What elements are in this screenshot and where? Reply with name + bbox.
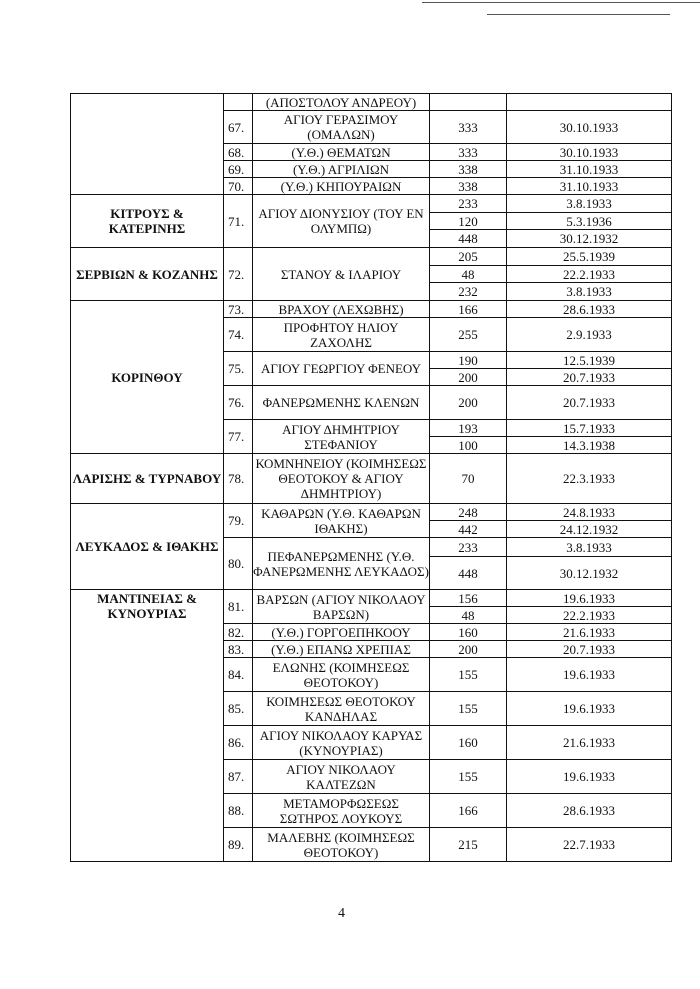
date-cell: 22.2.1933 xyxy=(507,266,672,283)
diocese-cell: ΣΕΡΒΙΩΝ & ΚΟΖΑΝΗΣ xyxy=(71,248,224,301)
value-cell: 333 xyxy=(430,144,507,161)
number-cell: 70. xyxy=(224,178,253,195)
monastery-name-cell: (Υ.Θ.) ΓΟΡΓΟΕΠΗΚΟΟΥ xyxy=(253,624,430,641)
diocese-cell xyxy=(71,94,224,195)
number-cell: 72. xyxy=(224,248,253,301)
number-cell: 87. xyxy=(224,760,253,794)
value-cell: 166 xyxy=(430,794,507,828)
date-cell: 22.3.1933 xyxy=(507,454,672,504)
number-cell: 75. xyxy=(224,352,253,386)
number-cell: 69. xyxy=(224,161,253,178)
table-row xyxy=(71,301,672,318)
number-cell: 79. xyxy=(224,504,253,538)
value-cell: 160 xyxy=(430,624,507,641)
date-cell: 25.5.1939 xyxy=(507,248,672,266)
date-cell: 19.6.1933 xyxy=(507,760,672,794)
value-cell: 232 xyxy=(430,283,507,301)
table-row xyxy=(71,248,672,266)
value-cell: 333 xyxy=(430,111,507,144)
value-cell: 338 xyxy=(430,161,507,178)
number-cell xyxy=(224,94,253,111)
date-cell: 21.6.1933 xyxy=(507,624,672,641)
monastery-name-cell: ΚΟΜΝΗΝΕΙΟΥ (ΚΟΙΜΗΣΕΩΣ ΘΕΟΤΟΚΟΥ & ΑΓΙΟΥ ΔΗΜΗΤΡΙΟΥ) xyxy=(253,454,430,504)
number-cell: 67. xyxy=(224,111,253,144)
monastery-name-cell: (Υ.Θ.) ΚΗΠΟΥΡΑΙΩΝ xyxy=(253,178,430,195)
value-cell xyxy=(430,94,507,111)
number-cell: 85. xyxy=(224,692,253,726)
date-cell: 12.5.1939 xyxy=(507,352,672,369)
date-cell: 28.6.1933 xyxy=(507,794,672,828)
number-cell: 74. xyxy=(224,318,253,352)
value-cell: 100 xyxy=(430,437,507,454)
date-cell: 30.12.1932 xyxy=(507,557,672,590)
top-rule xyxy=(422,2,700,3)
table-row xyxy=(71,454,672,504)
number-cell: 83. xyxy=(224,641,253,658)
monasteries-table xyxy=(70,93,672,862)
monastery-name-cell: ΠΕΦΑΝΕΡΩΜΕΝΗΣ (Υ.Θ. ΦΑΝΕΡΩΜΕΝΗΣ ΛΕΥΚΑΔΟΣ) xyxy=(253,538,430,590)
number-cell: 82. xyxy=(224,624,253,641)
value-cell: 120 xyxy=(430,213,507,230)
date-cell: 28.6.1933 xyxy=(507,301,672,318)
diocese-cell: ΜΑΝΤΙΝΕΙΑΣ & ΚΥΝΟΥΡΙΑΣ xyxy=(71,590,224,862)
value-cell: 200 xyxy=(430,386,507,420)
number-cell: 89. xyxy=(224,828,253,862)
diocese-cell: ΛΕΥΚΑΔΟΣ & ΙΘΑΚΗΣ xyxy=(71,504,224,590)
number-cell: 84. xyxy=(224,658,253,692)
date-cell: 20.7.1933 xyxy=(507,386,672,420)
date-cell: 31.10.1933 xyxy=(507,161,672,178)
monastery-name-cell: ΒΑΡΣΩΝ (ΑΓΙΟΥ ΝΙΚΟΛΑΟΥ ΒΑΡΣΩΝ) xyxy=(253,590,430,624)
value-cell: 48 xyxy=(430,266,507,283)
value-cell: 448 xyxy=(430,230,507,248)
value-cell: 442 xyxy=(430,521,507,538)
monastery-name-cell: ΑΓΙΟΥ ΝΙΚΟΛΑΟΥ ΚΑΛΤΕΖΩΝ xyxy=(253,760,430,794)
monastery-name-cell: (Υ.Θ.) ΕΠΑΝΩ ΧΡΕΠΙΑΣ xyxy=(253,641,430,658)
value-cell: 193 xyxy=(430,420,507,437)
value-cell: 166 xyxy=(430,301,507,318)
date-cell: 30.12.1932 xyxy=(507,230,672,248)
date-cell: 30.10.1933 xyxy=(507,144,672,161)
monastery-name-cell: (ΑΠΟΣΤΟΛΟΥ ΑΝΔΡΕΟΥ) xyxy=(253,94,430,111)
date-cell: 20.7.1933 xyxy=(507,641,672,658)
diocese-cell: ΚΙΤΡΟΥΣ & ΚΑΤΕΡΙΝΗΣ xyxy=(71,195,224,248)
date-cell: 22.7.1933 xyxy=(507,828,672,862)
value-cell: 215 xyxy=(430,828,507,862)
monastery-name-cell: ΑΓΙΟΥ ΓΕΡΑΣΙΜΟΥ (ΟΜΑΛΩΝ) xyxy=(253,111,430,144)
monastery-name-cell: (Υ.Θ.) ΑΓΡΙΛΙΩΝ xyxy=(253,161,430,178)
table-row xyxy=(71,94,672,111)
date-cell: 31.10.1933 xyxy=(507,178,672,195)
date-cell: 22.2.1933 xyxy=(507,607,672,624)
date-cell: 15.7.1933 xyxy=(507,420,672,437)
date-cell: 30.10.1933 xyxy=(507,111,672,144)
value-cell: 160 xyxy=(430,726,507,760)
table-row xyxy=(71,195,672,213)
monastery-name-cell: (Υ.Θ.) ΘΕΜΑΤΩΝ xyxy=(253,144,430,161)
monastery-name-cell: ΑΓΙΟΥ ΓΕΩΡΓΙΟΥ ΦΕΝΕΟΥ xyxy=(253,352,430,386)
date-cell: 24.8.1933 xyxy=(507,504,672,521)
value-cell: 248 xyxy=(430,504,507,521)
date-cell: 3.8.1933 xyxy=(507,538,672,557)
table-row xyxy=(71,590,672,607)
value-cell: 48 xyxy=(430,607,507,624)
monastery-name-cell: ΦΑΝΕΡΩΜΕΝΗΣ ΚΛΕΝΩΝ xyxy=(253,386,430,420)
monastery-name-cell: ΜΕΤΑΜΟΡΦΩΣΕΩΣ ΣΩΤΗΡΟΣ ΛΟΥΚΟΥΣ xyxy=(253,794,430,828)
monastery-name-cell: ΣΤΑΝΟΥ & ΙΛΑΡΙΟΥ xyxy=(253,248,430,301)
monastery-name-cell: ΑΓΙΟΥ ΔΗΜΗΤΡΙΟΥ ΣΤΕΦΑΝΙΟΥ xyxy=(253,420,430,454)
number-cell: 71. xyxy=(224,195,253,248)
date-cell: 3.8.1933 xyxy=(507,283,672,301)
monastery-name-cell: ΑΓΙΟΥ ΝΙΚΟΛΑΟΥ ΚΑΡΥΑΣ (ΚΥΝΟΥΡΙΑΣ) xyxy=(253,726,430,760)
number-cell: 78. xyxy=(224,454,253,504)
monastery-name-cell: ΑΓΙΟΥ ΔΙΟΝΥΣΙΟΥ (ΤΟΥ ΕΝ ΟΛΥΜΠΩ) xyxy=(253,195,430,248)
value-cell: 200 xyxy=(430,641,507,658)
monastery-name-cell: ΚΟΙΜΗΣΕΩΣ ΘΕΟΤΟΚΟΥ ΚΑΝΔΗΛΑΣ xyxy=(253,692,430,726)
number-cell: 81. xyxy=(224,590,253,624)
value-cell: 190 xyxy=(430,352,507,369)
date-cell: 19.6.1933 xyxy=(507,692,672,726)
monastery-name-cell: ΕΛΩΝΗΣ (ΚΟΙΜΗΣΕΩΣ ΘΕΟΤΟΚΟΥ) xyxy=(253,658,430,692)
value-cell: 338 xyxy=(430,178,507,195)
diocese-cell: ΚΟΡΙΝΘΟΥ xyxy=(71,301,224,454)
value-cell: 233 xyxy=(430,538,507,557)
number-cell: 80. xyxy=(224,538,253,590)
table-row xyxy=(71,504,672,521)
date-cell: 2.9.1933 xyxy=(507,318,672,352)
value-cell: 448 xyxy=(430,557,507,590)
value-cell: 255 xyxy=(430,318,507,352)
value-cell: 156 xyxy=(430,590,507,607)
date-cell: 5.3.1936 xyxy=(507,213,672,230)
page-number: 4 xyxy=(338,906,345,921)
diocese-cell: ΛΑΡΙΣΗΣ & ΤΥΡΝΑΒΟΥ xyxy=(71,454,224,504)
date-cell: 19.6.1933 xyxy=(507,590,672,607)
date-cell: 14.3.1938 xyxy=(507,437,672,454)
top-rule-short xyxy=(487,14,670,15)
number-cell: 86. xyxy=(224,726,253,760)
monastery-name-cell: ΚΑΘΑΡΩΝ (Υ.Θ. ΚΑΘΑΡΩΝ ΙΘΑΚΗΣ) xyxy=(253,504,430,538)
date-cell: 20.7.1933 xyxy=(507,369,672,386)
number-cell: 73. xyxy=(224,301,253,318)
date-cell: 19.6.1933 xyxy=(507,658,672,692)
value-cell: 155 xyxy=(430,658,507,692)
monastery-name-cell: ΒΡΑΧΟΥ (ΛΕΧΩΒΗΣ) xyxy=(253,301,430,318)
value-cell: 155 xyxy=(430,760,507,794)
date-cell xyxy=(507,94,672,111)
value-cell: 200 xyxy=(430,369,507,386)
monastery-name-cell: ΠΡΟΦΗΤΟΥ ΗΛΙΟΥ ΖΑΧΟΛΗΣ xyxy=(253,318,430,352)
monastery-name-cell: ΜΑΛΕΒΗΣ (ΚΟΙΜΗΣΕΩΣ ΘΕΟΤΟΚΟΥ) xyxy=(253,828,430,862)
date-cell: 24.12.1932 xyxy=(507,521,672,538)
number-cell: 88. xyxy=(224,794,253,828)
date-cell: 3.8.1933 xyxy=(507,195,672,213)
value-cell: 233 xyxy=(430,195,507,213)
date-cell: 21.6.1933 xyxy=(507,726,672,760)
number-cell: 77. xyxy=(224,420,253,454)
number-cell: 76. xyxy=(224,386,253,420)
number-cell: 68. xyxy=(224,144,253,161)
value-cell: 205 xyxy=(430,248,507,266)
value-cell: 155 xyxy=(430,692,507,726)
value-cell: 70 xyxy=(430,454,507,504)
